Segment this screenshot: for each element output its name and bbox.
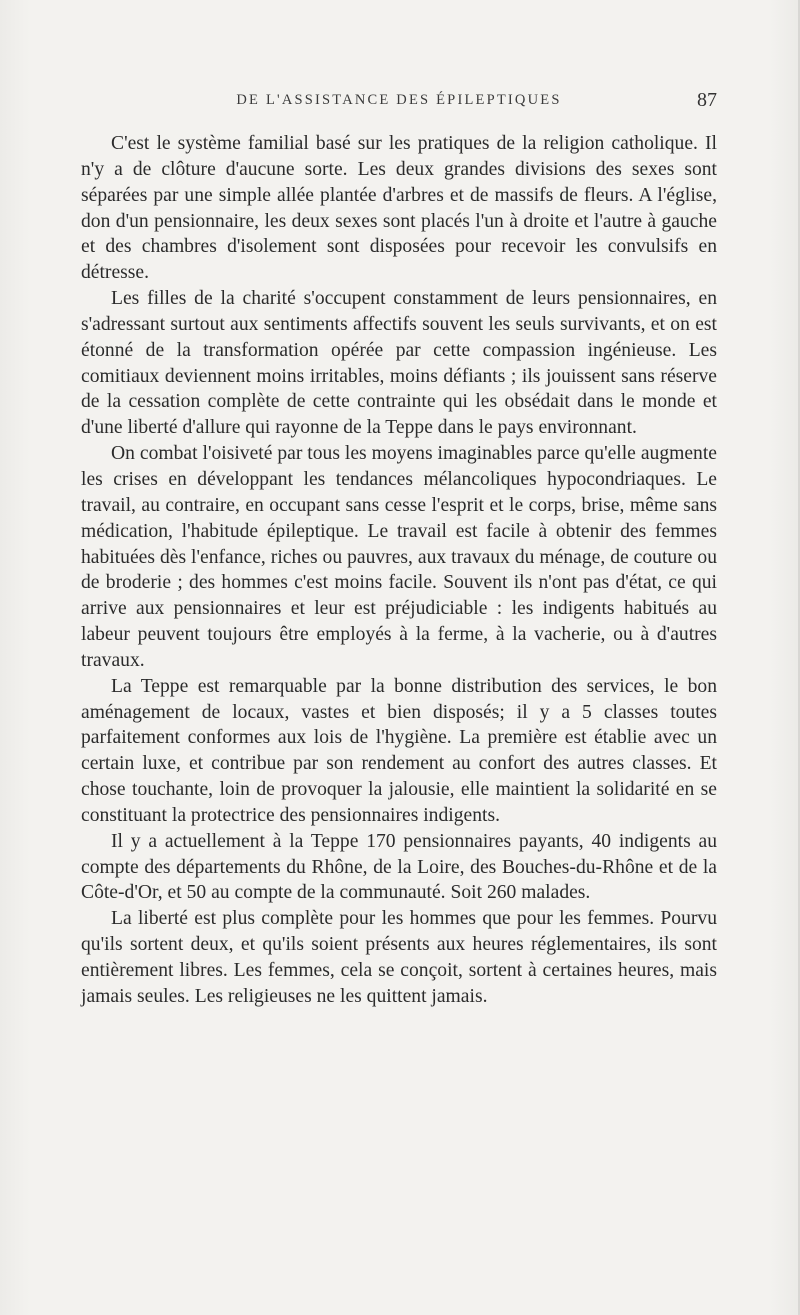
body-text: [81, 131, 717, 1010]
page-number: 87: [697, 89, 717, 111]
running-title: DE L'ASSISTANCE DES ÉPILEPTIQUES: [236, 92, 562, 108]
paragraph: C'est le système familial basé sur les pratiques de la religion catholique. Il n'y a de clôture d'aucune sorte. Les deux grandes divisions des sexes sont séparées par une simple allée plantée d'arbres et de massifs de fleurs. A l'église, don d'un pensionnaire, les deux sexes sont placés l'un à droite et l'autre à gauche et des chambres d'isolement sont disposées pour recevoir les convulsifs en détresse.: [81, 133, 717, 284]
paragraph: On combat l'oisiveté par tous les moyens imaginables parce qu'elle augmente les crises en développant les tendances mélancoliques hypocondriaques. Le travail, au contraire, en occupant sans cesse l'esprit et le corps, brise, même sans médication, l'habitude épileptique. Le travail est facile à obtenir des femmes habituées dès l'enfance, riches ou pauvres, aux travaux du ménage, de couture ou de broderie ; des hommes c'est moins facile. Souvent ils n'ont pas d'état, ce qui arrive aux pensionnaires et leur est préjudiciable : les indigents habitués au labeur peuvent toujours être employés à la ferme, à la vacherie, ou à d'autres travaux.: [81, 443, 717, 671]
paragraph: Les filles de la charité s'occupent constamment de leurs pensionnaires, en s'adressant surtout aux sentiments affectifs souvent les seuls survivants, et on est étonné de la transformation opérée par cette compassion ingénieuse. Les comitiaux deviennent moins irritables, moins défiants ; ils jouissent sans réserve de la cessation complète de cette contrainte qui les obsédait dans le monde et d'une liberté d'allure qui rayonne de la Teppe dans le pays environnant.: [81, 288, 717, 439]
paragraph: La liberté est plus complète pour les hommes que pour les femmes. Pourvu qu'ils sortent deux, et qu'ils soient présents aux heures réglementaires, ils sont entièrement libres. Les femmes, cela se conçoit, sortent à certaines heures, mais jamais seules. Les religieuses ne les quittent jamais.: [81, 908, 717, 1007]
paragraph: Il y a actuellement à la Teppe 170 pensionnaires payants, 40 indigents au compte des départements du Rhône, de la Loire, des Bouches-du-Rhône et de la Côte-d'Or, et 50 au compte de la communauté. Soit 260 malades.: [81, 830, 717, 904]
paragraph: La Teppe est remarquable par la bonne distribution des services, le bon aménagement de locaux, vastes et bien disposés; il y a 5 classes toutes parfaitement conformes aux lois de l'hygiène. La première est établie avec un certain luxe, et contribue par son rendement au confort des autres classes. Et chose touchante, loin de provoquer la jalousie, elle maintient la solidarité en se constituant la protectrice des pensionnaires indigents.: [81, 675, 717, 826]
page-header: [81, 89, 717, 116]
